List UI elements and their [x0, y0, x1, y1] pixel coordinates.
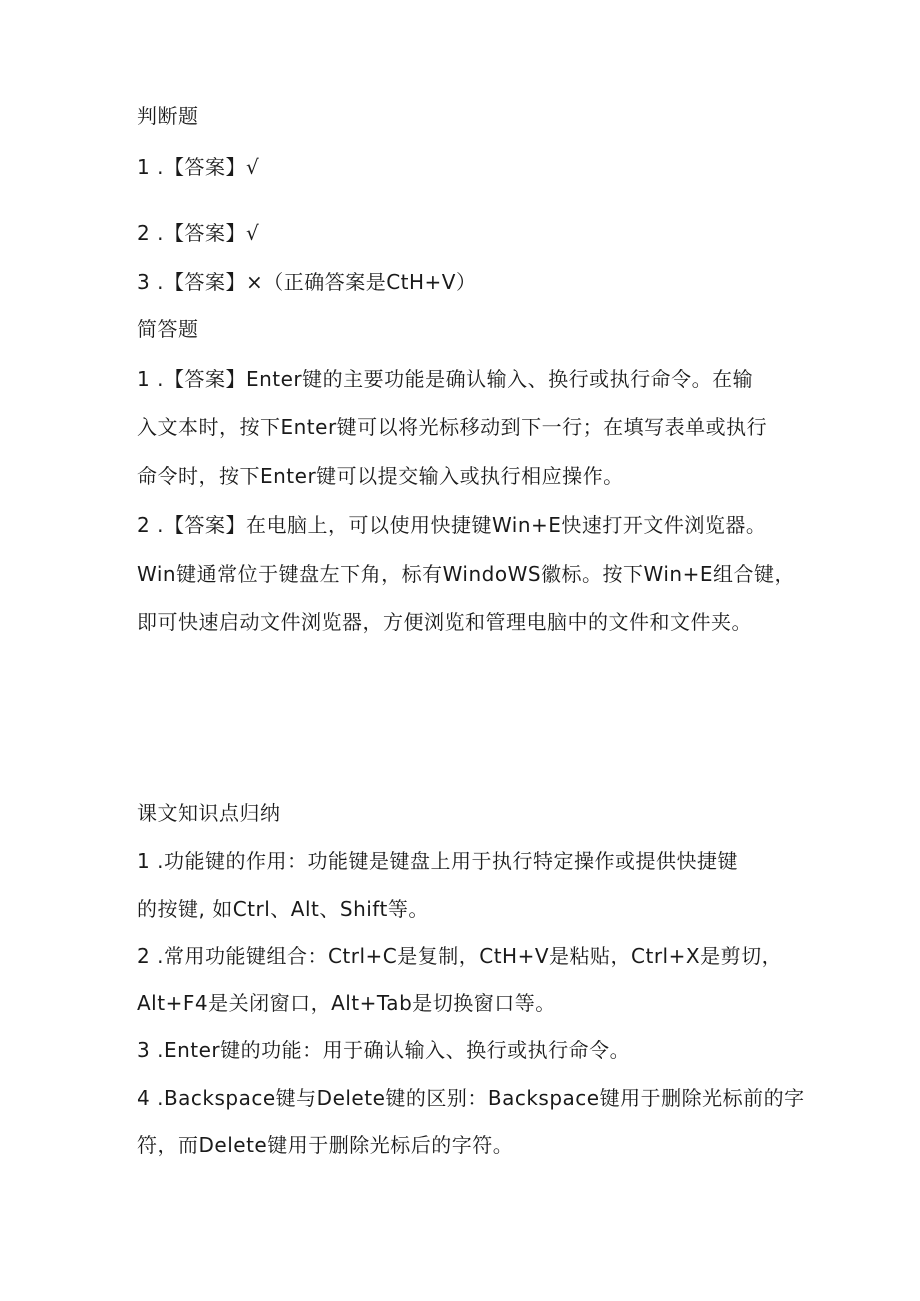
short-answer-line-4: 2 .【答案】在电脑上，可以使用快捷键Win+E快速打开文件浏览器。 — [137, 513, 767, 537]
judgment-answer-2: 2 .【答案】√ — [137, 221, 260, 245]
short-answer-line-6: 即可快速启动文件浏览器，方便浏览和管理电脑中的文件和文件夹。 — [137, 610, 752, 634]
short-answer-line-2: 入文本时，按下Enter键可以将光标移动到下一行；在填写表单或执行 — [137, 415, 768, 439]
short-answer-line-3: 命令时，按下Enter键可以提交输入或执行相应操作。 — [137, 464, 624, 488]
summary-line-7: 符，而Delete键用于删除光标后的字符。 — [137, 1133, 514, 1157]
summary-line-6: 4 .Backspace键与Delete键的区别：Backspace键用于删除光标前的字 — [137, 1086, 805, 1110]
summary-line-2: 的按键, 如Ctrl、Alt、Shift等。 — [137, 897, 429, 921]
short-answer-heading: 简答题 — [137, 317, 199, 341]
summary-line-3: 2 .常用功能键组合：Ctrl+C是复制，CtH+V是粘贴，Ctrl+X是剪切， — [137, 944, 783, 968]
judgment-answer-1: 1 .【答案】√ — [137, 155, 260, 179]
short-answer-line-5: Win键通常位于键盘左下角，标有WindoWS徽标。按下Win+E组合键， — [137, 562, 796, 586]
judgment-heading: 判断题 — [137, 104, 199, 128]
summary-line-4: Alt+F4是关闭窗口，Alt+Tab是切换窗口等。 — [137, 991, 556, 1015]
summary-line-1: 1 .功能键的作用：功能键是键盘上用于执行特定操作或提供快捷键 — [137, 849, 738, 873]
summary-line-5: 3 .Enter键的功能：用于确认输入、换行或执行命令。 — [137, 1038, 631, 1062]
judgment-answer-3: 3 .【答案】×（正确答案是CtH+V） — [137, 270, 477, 294]
short-answer-line-1: 1 .【答案】Enter键的主要功能是确认输入、换行或执行命令。在输 — [137, 367, 754, 391]
summary-heading: 课文知识点归纳 — [137, 801, 281, 825]
